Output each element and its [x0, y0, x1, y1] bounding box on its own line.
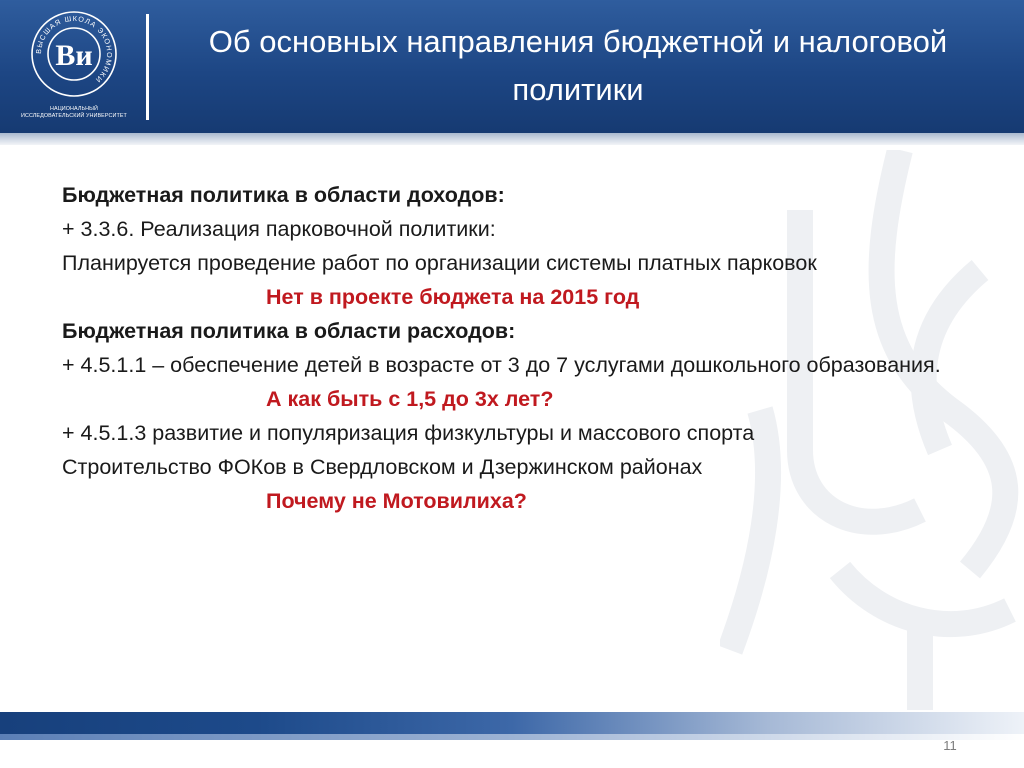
parking-budget-remark: Нет в проекте бюджета на 2015 год — [266, 285, 640, 309]
sport-item: + 4.5.1.3 развитие и популяризация физкультуры и массового спорта — [62, 421, 755, 445]
footer-bar — [0, 712, 1024, 734]
logo-caption: НАЦИОНАЛЬНЫЙ ИССЛЕДОВАТЕЛЬСКИЙ УНИВЕРСИТЕТ — [21, 106, 127, 119]
logo-ring-text: ВЫСШАЯ ШКОЛА ЭКОНОМИКИ — [33, 13, 115, 86]
header-rule — [0, 133, 1024, 145]
motovilikha-remark: Почему не Мотовилиха? — [266, 489, 527, 513]
expense-policy-heading: Бюджетная политика в области расходов: — [62, 319, 516, 343]
parking-plan-text: Планируется проведение работ по организации системы платных парковок — [62, 251, 817, 275]
sport-construction-text: Строительство ФОКов в Свердловском и Дзержинском районах — [62, 455, 703, 479]
parking-policy-item: + 3.3.6. Реализация парковочной политики: — [62, 217, 496, 241]
preschool-remark: А как быть с 1,5 до 3х лет? — [266, 387, 554, 411]
slide-title: Об основных направления бюджетной и налоговой политики — [208, 24, 948, 107]
slide-body — [62, 182, 962, 522]
header-divider — [146, 14, 149, 120]
logo-monogram: Ви — [55, 39, 93, 72]
slide-header — [0, 0, 1024, 133]
page-number: 11 — [943, 738, 957, 753]
footer-rule — [0, 734, 1024, 740]
university-logo — [20, 10, 128, 122]
revenue-policy-heading: Бюджетная политика в области доходов: — [62, 183, 505, 207]
university-seal-icon — [30, 10, 118, 98]
preschool-item: + 4.5.1.1 – обеспечение детей в возрасте от 3 до 7 услугами дошкольного образования. — [62, 353, 941, 377]
